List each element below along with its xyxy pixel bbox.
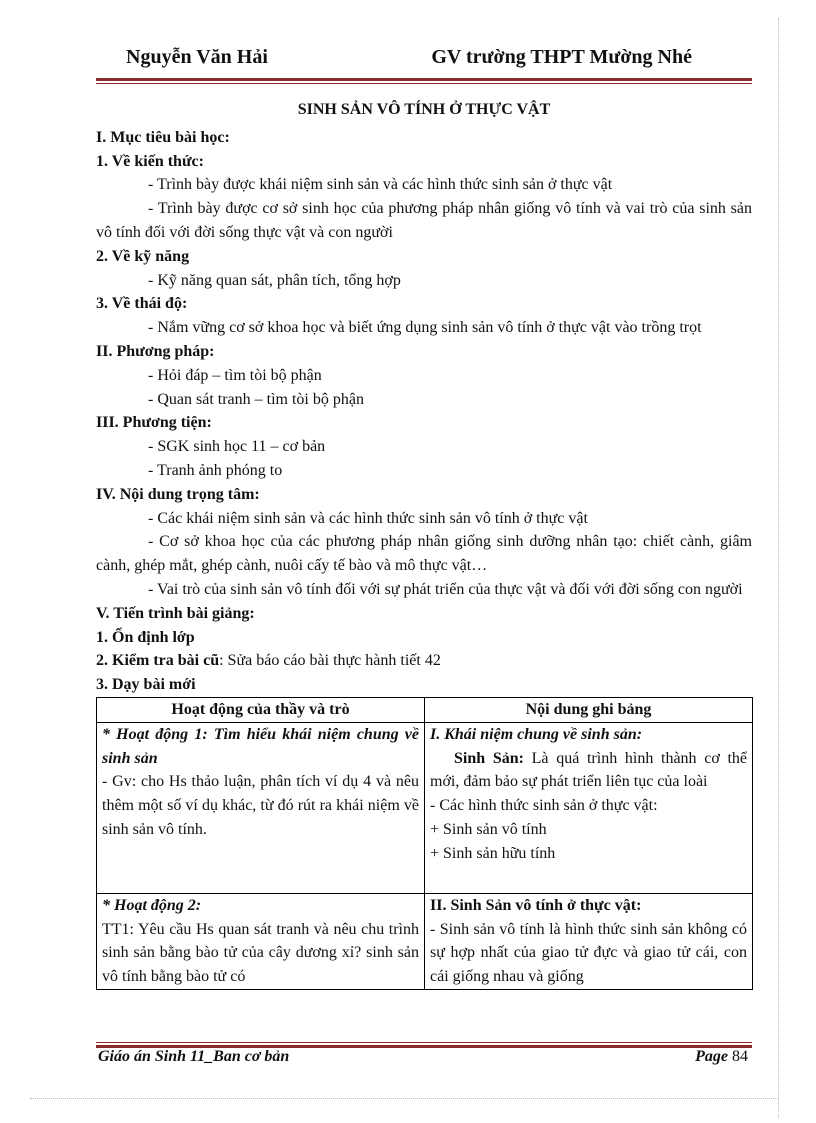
section-methods: II. Phương pháp:: [96, 342, 215, 360]
section-objectives: I. Mục tiêu bài học:: [96, 128, 230, 146]
knowledge-item-2: - Trình bày được cơ sở sinh học của phương pháp nhân giống vô tính và vai trò của sinh sản vô tính đối với đời sống thực vật và con người: [96, 200, 752, 241]
subsection-skills: 2. Về kỹ năng: [96, 247, 190, 265]
focus-item-3: - Vai trò của sinh sản vô tính đối với sự phát triển của thực vật và đối với đời sống con người: [148, 580, 743, 598]
methods-item-2: - Quan sát tranh – tìm tòi bộ phận: [148, 390, 364, 408]
table-header-activities: Hoạt động của thầy và trò: [97, 697, 425, 722]
content-1-form-1: + Sinh sản vô tính: [430, 820, 547, 838]
footer-course: Giáo án Sinh 11_Ban cơ bản: [98, 1048, 290, 1065]
materials-item-1: - SGK sinh học 11 – cơ bản: [148, 438, 326, 456]
content-2-heading: II. Sinh Sản vô tính ở thực vật:: [430, 896, 642, 914]
page-border-bottom: [30, 1098, 778, 1099]
section-materials: III. Phương tiện:: [96, 414, 212, 432]
activity-1-heading: * Hoạt động 1: Tìm hiểu khái niệm chung về sinh sản: [102, 725, 419, 767]
section-procedure: V. Tiến trình bài giảng:: [96, 604, 255, 622]
footer-page-number: [695, 1048, 748, 1066]
activity-1-text: - Gv: cho Hs thảo luận, phân tích ví dụ 4 và nêu thêm một số ví dụ khác, từ đó rút ra khái niệm về sinh sản vô tính.: [102, 773, 419, 838]
header-author: Nguyễn Văn Hải: [126, 46, 268, 68]
knowledge-item-1: - Trình bày được khái niệm sinh sản và các hình thức sinh sản ở thực vật: [148, 176, 613, 194]
table-cell-activity-1: [97, 722, 425, 893]
table-cell-content-2: [425, 893, 753, 989]
step-review-label: 2. Kiểm tra bài cũ: [96, 652, 220, 670]
step-review-text: : Sửa báo cáo bài thực hành tiết 42: [219, 652, 441, 670]
step-review: [96, 649, 752, 673]
activity-2-heading: * Hoạt động 2:: [102, 896, 202, 914]
attitude-item-1: - Nắm vững cơ sở khoa học và biết ứng dụng sinh sản vô tính ở thực vật vào trồng trọt: [148, 319, 702, 337]
footer-page-word: Page: [695, 1048, 728, 1065]
content-1-definition: [430, 747, 747, 795]
table-header-row: [97, 697, 753, 722]
materials-item-2: - Tranh ảnh phóng to: [148, 461, 283, 479]
section-focus: IV. Nội dung trọng tâm:: [96, 485, 260, 503]
subsection-attitude: 3. Về thái độ:: [96, 295, 188, 313]
page-header: [96, 46, 720, 76]
footer-page-num: 84: [732, 1048, 748, 1065]
lesson-title: SINH SẢN VÔ TÍNH Ở THỰC VẬT: [297, 101, 551, 118]
table-cell-activity-2: [97, 893, 425, 989]
table-cell-content-1: [425, 722, 753, 893]
header-rule-thick: [96, 78, 752, 81]
focus-item-2: - Cơ sở khoa học của các phương pháp nhân giống sinh dưỡng nhân tạo: chiết cành, giâm cành, ghép mắt, ghép cành, nuôi cấy tế bào và mô thực vật…: [96, 533, 752, 575]
content-2-text: - Sinh sản vô tính là hình thức sinh sản không có sự hợp nhất của giao tử đực và giao tử cái, con cái giống nhau và giống: [430, 920, 747, 986]
header-rule-thin: [96, 83, 752, 84]
table-header-content: Nội dung ghi bảng: [425, 697, 753, 722]
step-new-lesson: 3. Dạy bài mới: [96, 676, 196, 694]
table-row: [97, 893, 753, 989]
content-1-term: Sinh Sản:: [454, 749, 524, 767]
content-1-heading: I. Khái niệm chung về sinh sản:: [430, 725, 643, 743]
content-1-def-text: Là quá trình hình thành cơ thể mới, đảm bảo sự phát triển liên tục của loài: [430, 749, 748, 791]
footer-rule-thin: [96, 1042, 752, 1043]
focus-item-1: - Các khái niệm sinh sản và các hình thức sinh sản vô tính ở thực vật: [148, 509, 588, 527]
activity-2-text: TT1: Yêu cầu Hs quan sát tranh và nêu chu trình sinh sản bằng bào tử của cây dương xỉ? sinh sản vô tính bằng bào tử có: [102, 920, 419, 986]
methods-item-1: - Hỏi đáp – tìm tòi bộ phận: [148, 366, 322, 384]
header-school: GV trường THPT Mường Nhé: [431, 46, 692, 68]
document-body: [96, 94, 752, 990]
content-1-form-2: + Sinh sản hữu tính: [430, 844, 556, 862]
step-class-order: 1. Ổn định lớp: [96, 628, 195, 646]
skills-item-1: - Kỹ năng quan sát, phân tích, tổng hợp: [148, 271, 401, 289]
lesson-table: [96, 697, 753, 990]
table-row: [97, 722, 753, 893]
subsection-knowledge: 1. Về kiến thức:: [96, 152, 204, 170]
content-1-forms: - Các hình thức sinh sản ở thực vật:: [430, 797, 658, 815]
page-border-right: [778, 18, 779, 1118]
